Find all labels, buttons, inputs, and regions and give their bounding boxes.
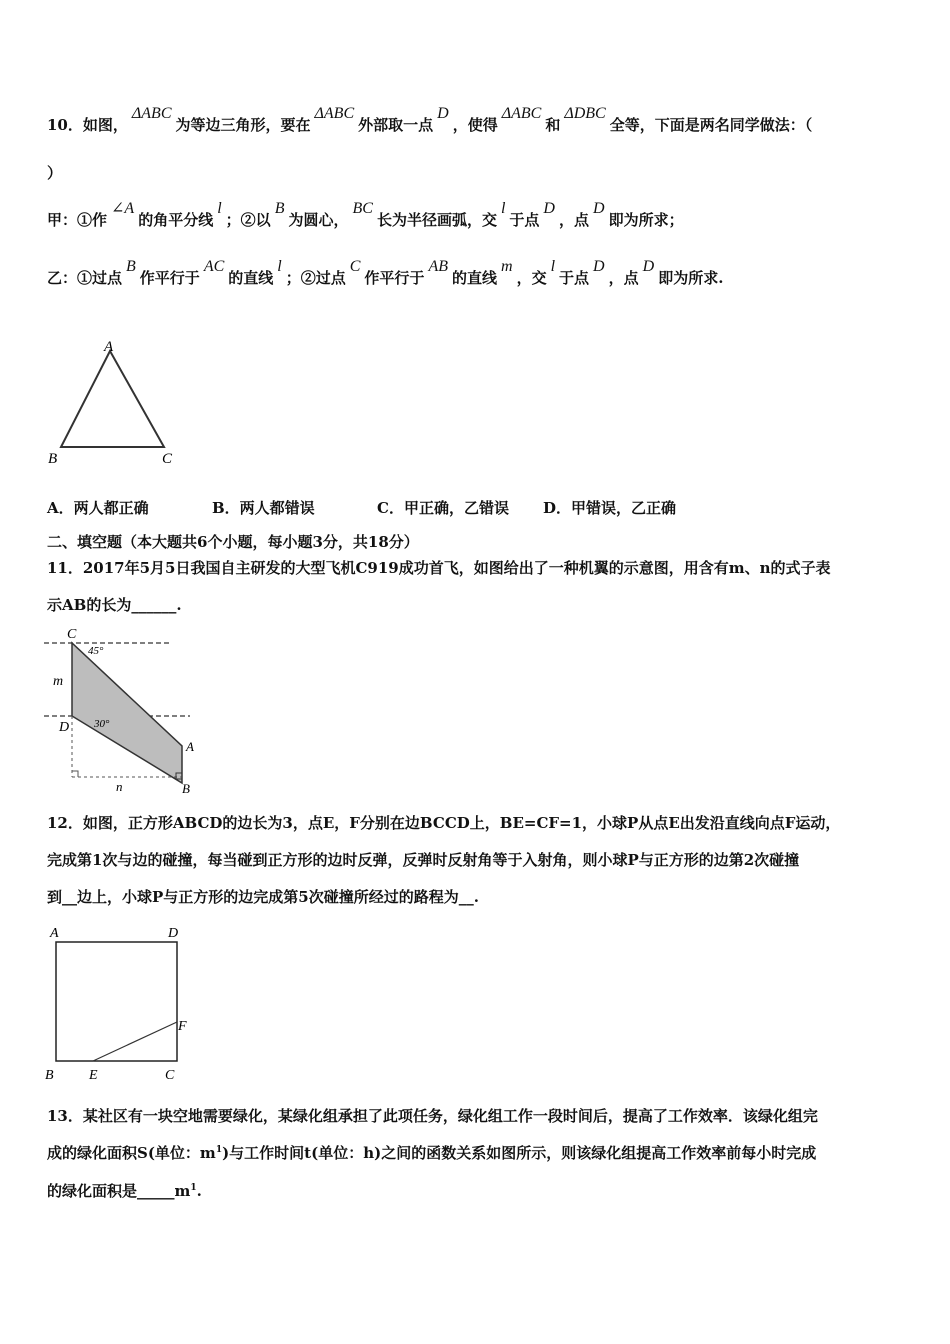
label-b: B	[45, 1068, 54, 1083]
label-a: A	[50, 926, 59, 941]
angle-30: 30°	[94, 718, 110, 730]
q12-line3: 到__边上，小球P与正方形的边完成第5次碰撞所经过的路程为__.	[47, 888, 479, 906]
q11-wing-figure	[40, 625, 210, 800]
q10-line1: 10．如图，ΔABC为等边三角形，要在ΔABC外部取一点D，使得ΔABC和ΔDBC全等，下面是两名同学做法：（	[47, 105, 813, 134]
q10-line2: ）	[47, 164, 63, 182]
label-a: A	[186, 739, 194, 754]
option-d: D．甲错误，乙正确	[543, 499, 677, 517]
q13-line2: 成的绿化面积S(单位：$m^1$)与工作时间t(单位：h)之间的函数关系如图所示，则该绿化组提高工作效率前每小时完成	[47, 1144, 817, 1162]
math-abc: ΔABC	[501, 105, 542, 122]
math-abc: ΔABC	[314, 105, 355, 122]
segment-ef	[93, 1022, 177, 1061]
q13-line1: 13．某社区有一块空地需要绿化，某绿化组承担了此项任务，绿化组工作一段时间后，提高了工作效率．该绿化组完	[47, 1107, 818, 1125]
label-f: F	[178, 1019, 187, 1034]
label-m: m	[53, 674, 64, 689]
option-b: B．两人都错误	[212, 499, 315, 517]
q12-line2: 完成第1次与边的碰撞，每当碰到正方形的边时反弹，反弹时反射角等于入射角，则小球P与正方形的边第2次碰撞	[47, 851, 800, 869]
section-heading: 二、填空题（本大题共6个小题，每小题3分，共18分）	[47, 533, 419, 551]
option-a: A．两人都正确	[47, 499, 149, 517]
label-c: C	[165, 1068, 175, 1083]
label-e: E	[89, 1068, 98, 1083]
label-b: B	[182, 781, 190, 796]
q11-line1: 11．2017年5月5日我国自主研发的大型飞机C919成功首飞，如图给出了一种机翼的示意图，用含有m、n的式子表	[47, 559, 831, 577]
label-d: D	[59, 720, 70, 735]
q10-method-yi: 乙：①过点B作平行于AC的直线l；②过点C作平行于AB的直线m，交l于点D，点D即为所求.	[47, 258, 724, 287]
label-n: n	[116, 779, 123, 794]
wing-shape	[72, 643, 182, 783]
math-abc: ΔABC	[131, 105, 172, 122]
triangle-abc	[61, 351, 164, 447]
label-c: C	[67, 627, 77, 642]
angle-45: 45°	[88, 645, 104, 657]
q10-triangle-figure	[40, 335, 190, 470]
q10-method-jia: 甲：①作∠A的角平分线l；②以B为圆心，BC长为半径画弧，交l于点D，点D即为所求；	[47, 200, 684, 229]
label-a: A	[104, 339, 114, 355]
math-d: D	[437, 105, 449, 122]
q12-square-figure	[40, 922, 200, 1087]
label-c: C	[162, 451, 173, 467]
label-d: D	[168, 926, 179, 941]
square-abcd	[56, 942, 177, 1061]
q11-line2: 示AB的长为______.	[47, 596, 182, 614]
q12-line1: 12．如图，正方形ABCD的边长为3，点E，F分别在边BCCD上，BE=CF=1，小球P从点E出发沿直线向点F运动，	[47, 814, 841, 832]
math-dbc: ΔDBC	[564, 105, 606, 122]
option-c: C．甲正确，乙错误	[377, 499, 509, 517]
q13-line3: 的绿化面积是$\_\_\_\_\_m^1$.	[47, 1182, 202, 1200]
label-b: B	[48, 451, 58, 467]
